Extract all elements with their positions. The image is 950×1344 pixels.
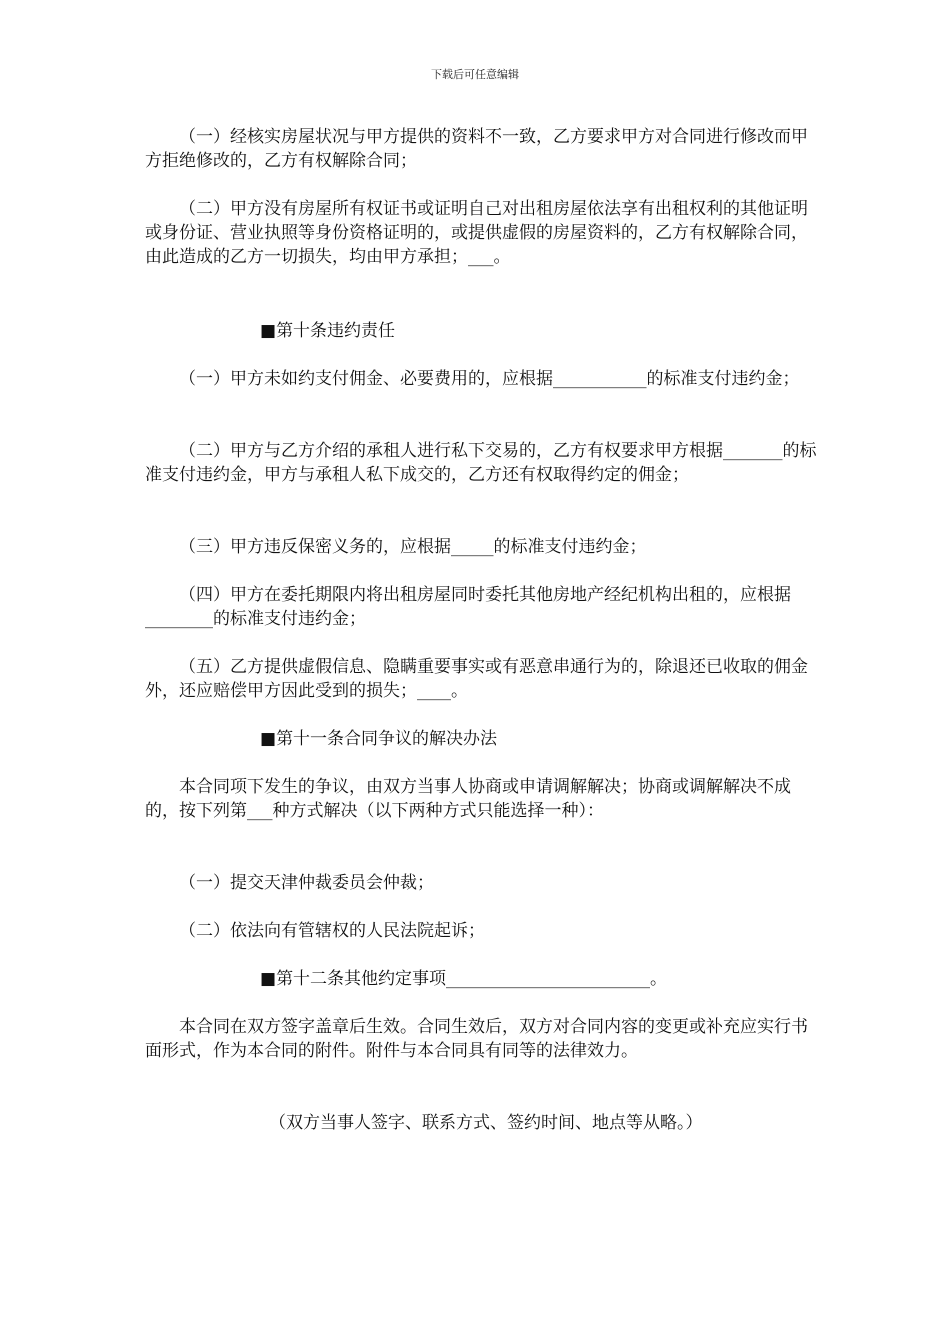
heading-marker: ■ bbox=[260, 321, 277, 341]
clause-10-item-3: （三）甲方违反保密义务的，应根据_____的标准支付违约金； bbox=[179, 537, 647, 557]
heading-text: 第十条违约责任 bbox=[276, 321, 396, 341]
clause-11-body: 本合同项下发生的争议，由双方当事人协商或申请调解解决；协商或调解解决不成的，按下列第___种方式解决（以下两种方式只能选择一种）： bbox=[145, 777, 791, 821]
heading-marker: ■ bbox=[260, 969, 277, 989]
heading-text: 第十二条其他约定事项________________________。 bbox=[276, 969, 668, 989]
clause-11-option-1: （一）提交天津仲裁委员会仲裁； bbox=[179, 873, 434, 893]
signature-note: （双方当事人签字、联系方式、签约时间、地点等从略。） bbox=[269, 1113, 703, 1133]
clause-10-heading bbox=[260, 319, 395, 343]
clause-11-heading bbox=[260, 727, 497, 751]
clause-9-item-2: （二）甲方没有房屋所有权证书或证明自己对出租房屋依法享有出租权利的其他证明或身份证、营业执照等身份资格证明的，或提供虚假的房屋资料的，乙方有权解除合同，由此造成的乙方一切损失，均由甲方承担；___。 bbox=[145, 199, 808, 267]
heading-marker: ■ bbox=[260, 729, 277, 749]
clause-10-item-1: （一）甲方未如约支付佣金、必要费用的，应根据___________的标准支付违约金； bbox=[179, 369, 800, 389]
clause-10-item-4: （四）甲方在委托期限内将出租房屋同时委托其他房地产经纪机构出租的，应根据________的标准支付违约金； bbox=[145, 585, 791, 629]
clause-10-item-5: （五）乙方提供虚假信息、隐瞒重要事实或有恶意串通行为的，除退还已收取的佣金外，还应赔偿甲方因此受到的损失；____。 bbox=[145, 657, 808, 701]
clause-12-heading bbox=[260, 967, 667, 991]
clause-11-option-2: （二）依法向有管辖权的人民法院起诉； bbox=[179, 921, 485, 941]
effectiveness-clause: 本合同在双方签字盖章后生效。合同生效后，双方对合同内容的变更或补充应实行书面形式，作为本合同的附件。附件与本合同具有同等的法律效力。 bbox=[145, 1017, 808, 1061]
clause-9-item-1: （一）经核实房屋状况与甲方提供的资料不一致，乙方要求甲方对合同进行修改而甲方拒绝修改的，乙方有权解除合同； bbox=[145, 127, 808, 171]
heading-text: 第十一条合同争议的解决办法 bbox=[276, 729, 498, 749]
page-header: 下载后可任意编辑 bbox=[431, 68, 519, 81]
clause-10-item-2: （二）甲方与乙方介绍的承租人进行私下交易的，乙方有权要求甲方根据_______的标准支付违约金，甲方与承租人私下成交的，乙方还有权取得约定的佣金； bbox=[145, 441, 817, 485]
